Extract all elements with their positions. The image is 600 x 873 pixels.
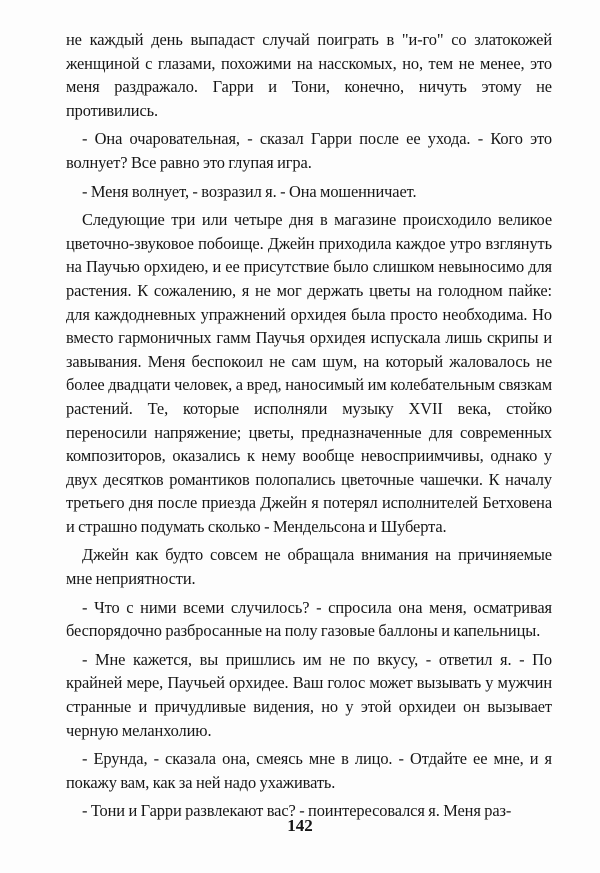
paragraph: - Тони и Гарри развлекают вас? - поинтересовался я. Меня раз- bbox=[82, 801, 512, 821]
paragraph: не каждый день выпадаст случай поиграть в "и-го" со златокожей женщиной с глазами, похожими на насскомых, но, тем не менее, это меня раздражало. Гарри и Тони, конечно, ничуть этому не противились. bbox=[66, 30, 552, 120]
paragraph: - Что с ними всеми случилось? - спросила она меня, осматривая беспорядочно разбросанные на полу газовые баллоны и капельницы. bbox=[66, 597, 552, 641]
paragraph: - Меня волнует, - возразил я. - Она мошенничает. bbox=[82, 181, 417, 201]
paragraph: - Мне кажется, вы пришлись им не по вкусу, - ответил я. - По крайней мере, Паучьей орхидее. Ваш голос может вызывать у мужчин странные и причудливые видения, но у этой орхидеи он вызывает черную меланхолию. bbox=[66, 649, 552, 740]
page-number: 142 bbox=[287, 816, 313, 835]
paragraph: - Она очаровательная, - сказал Гарри после ее ухода. - Кого это волнует? Все равно это глупая игра. bbox=[66, 129, 552, 172]
body-text bbox=[66, 28, 552, 828]
paragraph: Джейн как будто совсем не обращала внимания на причиняемые мне неприятности. bbox=[66, 545, 552, 589]
paragraph: Следующие три или четыре дня в магазине происходило великое цветочно-звуковое побоище. Джейн приходила каждое утро взглянуть на Паучью орхидею, и ее присутствие было слишком невыносимо для растения. К сожалению, я не мог держать цветы на голодном пайке: для каждодневных упражнений орхидея была просто необходима. Но вместо гармоничных гамм Паучья орхидея испускала лишь скрипы и завывания. Меня беспокоил не сам шум, на который жаловалось не более двадцати человек, а вред, наносимый им колебательным связкам растений. Те, которые исполняли музыку XVII века, стойко переносили напряжение; цветы, предназначенные для современных композиторов, оказались к нему вообще невосприимчивы, однако у двух десятков романтиков полопались цветочные чашечки. К началу третьего дня после приезда Джейн я потерял исполнителей Бетховена и страшно подумать сколько - Мендельсона и Шуберта. bbox=[66, 210, 552, 536]
paragraph: - Ерунда, - сказала она, смеясь мне в лицо. - Отдайте ее мне, и я покажу вам, как за ней надо ухаживать. bbox=[66, 749, 552, 792]
